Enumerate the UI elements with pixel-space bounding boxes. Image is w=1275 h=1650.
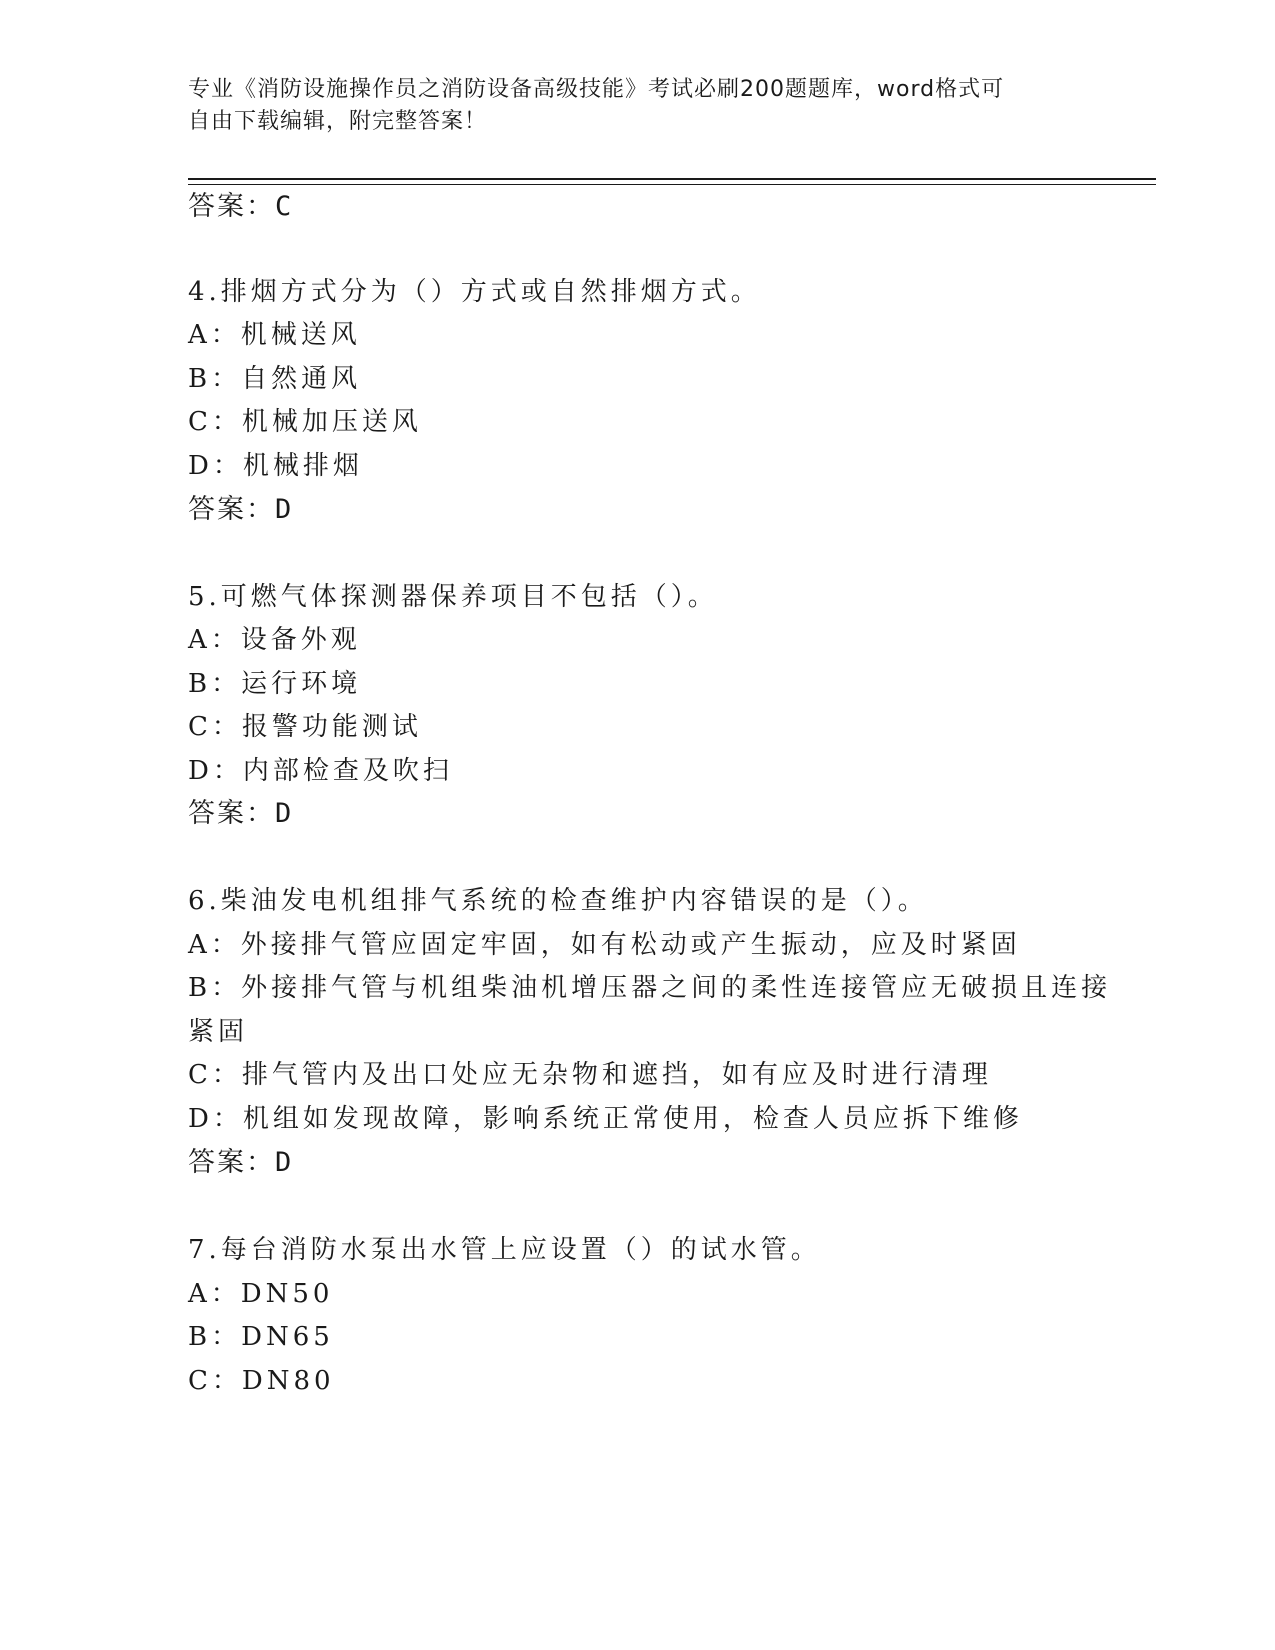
answer-label: 答案： (188, 494, 275, 525)
question-stem: 5.可燃气体探测器保养项目不包括（）。 (188, 582, 718, 612)
question-option: A：DN50 (188, 1279, 334, 1309)
question-option: C：机械加压送风 (188, 407, 422, 437)
question-option: D：机械排烟 (188, 451, 363, 481)
answer-line (188, 797, 293, 831)
answer-line (188, 190, 293, 224)
answer-line (188, 493, 293, 527)
question-option: B：DN65 (188, 1322, 334, 1352)
header-line-2: 自由下载编辑，附完整答案！ (188, 109, 488, 134)
header-divider-thick (188, 178, 1156, 180)
answer-line (188, 1146, 293, 1180)
question-stem: 7.每台消防水泵出水管上应设置（）的试水管。 (188, 1235, 821, 1265)
question-option: B：自然通风 (188, 364, 362, 394)
answer-label: 答案： (188, 191, 275, 222)
question-option: C：排气管内及出口处应无杂物和遮挡，如有应及时进行清理 (188, 1060, 992, 1090)
question-option: B：运行环境 (188, 669, 362, 699)
question-option-continuation: 紧固 (188, 1017, 249, 1047)
answer-label: 答案： (188, 1147, 275, 1178)
question-option: D：机组如发现故障，影响系统正常使用，检查人员应拆下维修 (188, 1104, 1023, 1134)
question-option: B：外接排气管与机组柴油机增压器之间的柔性连接管应无破损且连接 (188, 973, 1112, 1003)
question-option: A：外接排气管应固定牢固，如有松动或产生振动，应及时紧固 (188, 930, 1021, 960)
answer-value: D (275, 798, 294, 829)
question-option: A：设备外观 (188, 625, 361, 655)
header-divider-thin (188, 184, 1156, 185)
answer-value: D (275, 494, 294, 525)
question-option: C：报警功能测试 (188, 712, 422, 742)
answer-value: C (275, 191, 294, 222)
question-option: D：内部检查及吹扫 (188, 756, 453, 786)
question-option: C：DN80 (188, 1366, 335, 1396)
question-stem: 4.排烟方式分为（）方式或自然排烟方式。 (188, 277, 761, 307)
question-stem: 6.柴油发电机组排气系统的检查维护内容错误的是（）。 (188, 886, 928, 916)
answer-label: 答案： (188, 798, 275, 829)
answer-value: D (275, 1147, 294, 1178)
question-option: A：机械送风 (188, 320, 361, 350)
document-header (188, 74, 1088, 138)
header-line-1: 专业《消防设施操作员之消防设备高级技能》考试必刷200题题库，word格式可 (188, 77, 1005, 102)
